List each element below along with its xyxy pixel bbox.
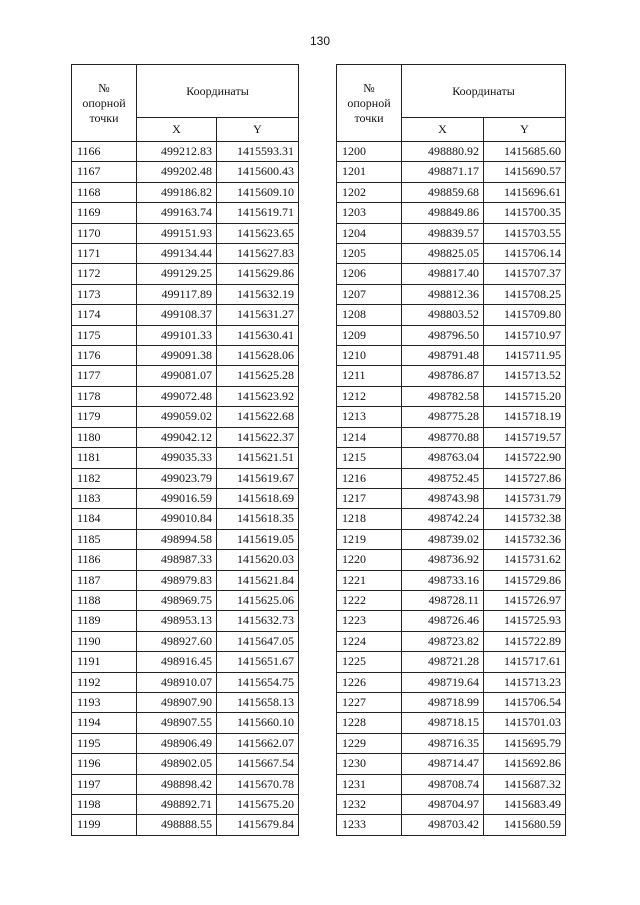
point-number-cell: 1205 [337,244,402,264]
x-coordinate-cell: 498859.68 [402,182,484,202]
point-number-cell: 1228 [337,713,402,733]
x-coordinate-cell: 498728.11 [402,590,484,610]
point-number-cell: 1182 [72,468,137,488]
x-coordinate-cell: 498708.74 [402,774,484,794]
table-row [72,509,299,529]
table-row [337,815,566,835]
table-row [337,631,566,651]
y-coordinate-cell: 1415627.83 [217,244,299,264]
x-coordinate-cell: 499134.44 [137,244,217,264]
y-coordinate-cell: 1415725.93 [484,611,566,631]
point-number-cell: 1179 [72,407,137,427]
x-coordinate-cell: 498743.98 [402,488,484,508]
point-number-cell: 1210 [337,346,402,366]
table-row [72,182,299,202]
x-coordinate-cell: 499059.02 [137,407,217,427]
x-coordinate-cell: 498763.04 [402,448,484,468]
table-row [72,366,299,386]
y-coordinate-cell: 1415625.06 [217,590,299,610]
y-coordinate-cell: 1415679.84 [217,815,299,835]
coordinates-table-right [336,64,566,836]
x-coordinate-cell: 498752.45 [402,468,484,488]
table-row [337,509,566,529]
point-number-cell: 1172 [72,264,137,284]
table-row [72,795,299,815]
table-row [337,182,566,202]
table-row [72,631,299,651]
point-number-cell: 1181 [72,448,137,468]
table-row [72,407,299,427]
x-coordinate-cell: 498736.92 [402,550,484,570]
x-coordinate-cell: 499108.37 [137,305,217,325]
x-coordinate-cell: 498770.88 [402,427,484,447]
x-coordinate-cell: 498953.13 [137,611,217,631]
y-coordinate-cell: 1415609.10 [217,182,299,202]
point-number-cell: 1224 [337,631,402,651]
header-point-number [337,65,402,142]
table-row [72,774,299,794]
y-coordinate-cell: 1415667.54 [217,754,299,774]
point-number-cell: 1174 [72,305,137,325]
x-coordinate-cell: 498786.87 [402,366,484,386]
x-coordinate-cell: 498898.42 [137,774,217,794]
table-row [337,162,566,182]
x-coordinate-cell: 499163.74 [137,203,217,223]
x-coordinate-cell: 498902.05 [137,754,217,774]
x-coordinate-cell: 499023.79 [137,468,217,488]
table-row [72,325,299,345]
header-x: X [402,118,484,142]
point-number-cell: 1169 [72,203,137,223]
x-coordinate-cell: 499151.93 [137,223,217,243]
x-coordinate-cell: 498812.36 [402,284,484,304]
point-number-cell: 1207 [337,284,402,304]
point-number-cell: 1231 [337,774,402,794]
y-coordinate-cell: 1415647.05 [217,631,299,651]
point-number-cell: 1183 [72,488,137,508]
point-number-cell: 1176 [72,346,137,366]
table-row [337,652,566,672]
table-row [337,570,566,590]
y-coordinate-cell: 1415708.25 [484,284,566,304]
x-coordinate-cell: 499016.59 [137,488,217,508]
x-coordinate-cell: 499091.38 [137,346,217,366]
point-number-cell: 1209 [337,325,402,345]
y-coordinate-cell: 1415621.51 [217,448,299,468]
y-coordinate-cell: 1415619.05 [217,529,299,549]
y-coordinate-cell: 1415713.23 [484,672,566,692]
point-number-cell: 1201 [337,162,402,182]
table-row [337,713,566,733]
y-coordinate-cell: 1415632.73 [217,611,299,631]
x-coordinate-cell: 499202.48 [137,162,217,182]
x-coordinate-cell: 499081.07 [137,366,217,386]
y-coordinate-cell: 1415680.59 [484,815,566,835]
table-row [337,346,566,366]
table-row [337,142,566,162]
y-coordinate-cell: 1415622.68 [217,407,299,427]
table-row [337,754,566,774]
point-number-cell: 1180 [72,427,137,447]
header-coordinates: Координаты [402,65,566,118]
x-coordinate-cell: 498703.42 [402,815,484,835]
x-coordinate-cell: 498892.71 [137,795,217,815]
table-row [72,386,299,406]
y-coordinate-cell: 1415628.06 [217,346,299,366]
x-coordinate-cell: 498987.33 [137,550,217,570]
x-coordinate-cell: 498907.55 [137,713,217,733]
table-row [337,468,566,488]
x-coordinate-cell: 498906.49 [137,733,217,753]
table-row [337,223,566,243]
point-number-cell: 1175 [72,325,137,345]
table-row [72,815,299,835]
y-coordinate-cell: 1415593.31 [217,142,299,162]
table-row [337,244,566,264]
point-number-cell: 1206 [337,264,402,284]
y-coordinate-cell: 1415675.20 [217,795,299,815]
point-number-cell: 1226 [337,672,402,692]
table-row [337,672,566,692]
x-coordinate-cell: 498718.99 [402,692,484,712]
x-coordinate-cell: 499212.83 [137,142,217,162]
x-coordinate-cell: 498825.05 [402,244,484,264]
table-row [72,244,299,264]
x-coordinate-cell: 499072.48 [137,386,217,406]
table-row [72,754,299,774]
y-coordinate-cell: 1415710.97 [484,325,566,345]
point-number-cell: 1227 [337,692,402,712]
point-number-cell: 1215 [337,448,402,468]
y-coordinate-cell: 1415717.61 [484,652,566,672]
point-number-cell: 1230 [337,754,402,774]
y-coordinate-cell: 1415706.54 [484,692,566,712]
x-coordinate-cell: 499010.84 [137,509,217,529]
table-row [72,488,299,508]
point-number-cell: 1208 [337,305,402,325]
y-coordinate-cell: 1415618.35 [217,509,299,529]
table-row [72,733,299,753]
table-row [72,346,299,366]
y-coordinate-cell: 1415685.60 [484,142,566,162]
table-row [337,427,566,447]
table-row [337,795,566,815]
y-coordinate-cell: 1415658.13 [217,692,299,712]
point-number-cell: 1188 [72,590,137,610]
point-number-cell: 1167 [72,162,137,182]
header-y: Y [217,118,299,142]
point-number-cell: 1232 [337,795,402,815]
y-coordinate-cell: 1415700.35 [484,203,566,223]
y-coordinate-cell: 1415726.97 [484,590,566,610]
point-number-cell: 1178 [72,386,137,406]
y-coordinate-cell: 1415623.65 [217,223,299,243]
x-coordinate-cell: 498721.28 [402,652,484,672]
point-number-cell: 1203 [337,203,402,223]
table-row [337,325,566,345]
x-coordinate-cell: 498742.24 [402,509,484,529]
table-row [337,407,566,427]
x-coordinate-cell: 498871.17 [402,162,484,182]
point-number-cell: 1198 [72,795,137,815]
point-number-cell: 1223 [337,611,402,631]
x-coordinate-cell: 498916.45 [137,652,217,672]
point-number-cell: 1225 [337,652,402,672]
y-coordinate-cell: 1415706.14 [484,244,566,264]
y-coordinate-cell: 1415718.19 [484,407,566,427]
point-number-cell: 1193 [72,692,137,712]
x-coordinate-cell: 498888.55 [137,815,217,835]
y-coordinate-cell: 1415623.92 [217,386,299,406]
y-coordinate-cell: 1415713.52 [484,366,566,386]
table-row [72,305,299,325]
y-coordinate-cell: 1415651.67 [217,652,299,672]
y-coordinate-cell: 1415729.86 [484,570,566,590]
table-row [337,264,566,284]
y-coordinate-cell: 1415621.84 [217,570,299,590]
y-coordinate-cell: 1415707.37 [484,264,566,284]
point-number-cell: 1186 [72,550,137,570]
table-row [337,550,566,570]
y-coordinate-cell: 1415660.10 [217,713,299,733]
table-row [72,590,299,610]
point-number-cell: 1173 [72,284,137,304]
header-no-line3: точки [354,110,384,125]
x-coordinate-cell: 498796.50 [402,325,484,345]
table-row [72,162,299,182]
point-number-cell: 1202 [337,182,402,202]
table-row [72,223,299,243]
point-number-cell: 1187 [72,570,137,590]
x-coordinate-cell: 499035.33 [137,448,217,468]
table-row [72,550,299,570]
point-number-cell: 1196 [72,754,137,774]
point-number-cell: 1233 [337,815,402,835]
header-no-sign: № [98,80,110,95]
table-row [72,529,299,549]
y-coordinate-cell: 1415687.32 [484,774,566,794]
x-coordinate-cell: 498704.97 [402,795,484,815]
y-coordinate-cell: 1415701.03 [484,713,566,733]
x-coordinate-cell: 498969.75 [137,590,217,610]
table-row [72,448,299,468]
point-number-cell: 1213 [337,407,402,427]
point-number-cell: 1194 [72,713,137,733]
table-row [337,733,566,753]
point-number-cell: 1192 [72,672,137,692]
table-row [72,692,299,712]
table-row [72,203,299,223]
y-coordinate-cell: 1415662.07 [217,733,299,753]
coordinates-table-left [71,64,299,836]
point-number-cell: 1184 [72,509,137,529]
x-coordinate-cell: 498733.16 [402,570,484,590]
x-coordinate-cell: 498979.83 [137,570,217,590]
y-coordinate-cell: 1415618.69 [217,488,299,508]
x-coordinate-cell: 498927.60 [137,631,217,651]
x-coordinate-cell: 498719.64 [402,672,484,692]
point-number-cell: 1191 [72,652,137,672]
table-row [337,611,566,631]
table-row [337,366,566,386]
y-coordinate-cell: 1415620.03 [217,550,299,570]
y-coordinate-cell: 1415622.37 [217,427,299,447]
table-row [337,284,566,304]
point-number-cell: 1221 [337,570,402,590]
table-row [72,264,299,284]
y-coordinate-cell: 1415727.86 [484,468,566,488]
x-coordinate-cell: 498880.92 [402,142,484,162]
table-body [72,142,299,836]
header-no-line2: опорной [82,95,126,110]
x-coordinate-cell: 498994.58 [137,529,217,549]
x-coordinate-cell: 498803.52 [402,305,484,325]
x-coordinate-cell: 498723.82 [402,631,484,651]
point-number-cell: 1214 [337,427,402,447]
y-coordinate-cell: 1415719.57 [484,427,566,447]
x-coordinate-cell: 498849.86 [402,203,484,223]
y-coordinate-cell: 1415732.38 [484,509,566,529]
y-coordinate-cell: 1415703.55 [484,223,566,243]
table-row [337,305,566,325]
y-coordinate-cell: 1415722.90 [484,448,566,468]
header-y: Y [484,118,566,142]
y-coordinate-cell: 1415696.61 [484,182,566,202]
y-coordinate-cell: 1415695.79 [484,733,566,753]
point-number-cell: 1219 [337,529,402,549]
x-coordinate-cell: 499129.25 [137,264,217,284]
x-coordinate-cell: 499186.82 [137,182,217,202]
y-coordinate-cell: 1415683.49 [484,795,566,815]
y-coordinate-cell: 1415670.78 [217,774,299,794]
x-coordinate-cell: 499042.12 [137,427,217,447]
header-no-line2: опорной [347,95,391,110]
table-row [337,448,566,468]
y-coordinate-cell: 1415654.75 [217,672,299,692]
header-point-number [72,65,137,142]
y-coordinate-cell: 1415731.62 [484,550,566,570]
x-coordinate-cell: 498739.02 [402,529,484,549]
point-number-cell: 1204 [337,223,402,243]
page-number: 130 [309,34,331,48]
table-row [72,284,299,304]
table-row [337,774,566,794]
y-coordinate-cell: 1415625.28 [217,366,299,386]
y-coordinate-cell: 1415709.80 [484,305,566,325]
y-coordinate-cell: 1415690.57 [484,162,566,182]
table-row [72,468,299,488]
x-coordinate-cell: 498839.57 [402,223,484,243]
y-coordinate-cell: 1415731.79 [484,488,566,508]
point-number-cell: 1185 [72,529,137,549]
point-number-cell: 1222 [337,590,402,610]
point-number-cell: 1211 [337,366,402,386]
point-number-cell: 1166 [72,142,137,162]
table-row [72,427,299,447]
y-coordinate-cell: 1415715.20 [484,386,566,406]
header-coordinates: Координаты [137,65,299,118]
y-coordinate-cell: 1415600.43 [217,162,299,182]
point-number-cell: 1190 [72,631,137,651]
point-number-cell: 1199 [72,815,137,835]
header-no-line3: точки [89,110,119,125]
x-coordinate-cell: 498910.07 [137,672,217,692]
x-coordinate-cell: 498726.46 [402,611,484,631]
y-coordinate-cell: 1415619.71 [217,203,299,223]
table-row [72,672,299,692]
point-number-cell: 1197 [72,774,137,794]
x-coordinate-cell: 498817.40 [402,264,484,284]
table-row [72,611,299,631]
point-number-cell: 1200 [337,142,402,162]
y-coordinate-cell: 1415630.41 [217,325,299,345]
point-number-cell: 1168 [72,182,137,202]
y-coordinate-cell: 1415692.86 [484,754,566,774]
point-number-cell: 1229 [337,733,402,753]
x-coordinate-cell: 498718.15 [402,713,484,733]
x-coordinate-cell: 499117.89 [137,284,217,304]
y-coordinate-cell: 1415629.86 [217,264,299,284]
point-number-cell: 1216 [337,468,402,488]
table-row [72,570,299,590]
table-row [72,652,299,672]
point-number-cell: 1218 [337,509,402,529]
table-row [72,713,299,733]
y-coordinate-cell: 1415631.27 [217,305,299,325]
y-coordinate-cell: 1415732.36 [484,529,566,549]
table-row [337,386,566,406]
point-number-cell: 1170 [72,223,137,243]
table-row [337,203,566,223]
x-coordinate-cell: 498716.35 [402,733,484,753]
header-no-sign: № [363,80,375,95]
table-row [337,590,566,610]
point-number-cell: 1195 [72,733,137,753]
x-coordinate-cell: 498782.58 [402,386,484,406]
x-coordinate-cell: 498791.48 [402,346,484,366]
y-coordinate-cell: 1415632.19 [217,284,299,304]
point-number-cell: 1171 [72,244,137,264]
table-row [72,142,299,162]
point-number-cell: 1220 [337,550,402,570]
x-coordinate-cell: 498907.90 [137,692,217,712]
table-row [337,692,566,712]
table-row [337,488,566,508]
y-coordinate-cell: 1415711.95 [484,346,566,366]
header-x: X [137,118,217,142]
point-number-cell: 1189 [72,611,137,631]
point-number-cell: 1217 [337,488,402,508]
x-coordinate-cell: 498714.47 [402,754,484,774]
table-body [337,142,566,836]
point-number-cell: 1177 [72,366,137,386]
point-number-cell: 1212 [337,386,402,406]
table-row [337,529,566,549]
x-coordinate-cell: 499101.33 [137,325,217,345]
y-coordinate-cell: 1415619.67 [217,468,299,488]
x-coordinate-cell: 498775.28 [402,407,484,427]
y-coordinate-cell: 1415722.89 [484,631,566,651]
